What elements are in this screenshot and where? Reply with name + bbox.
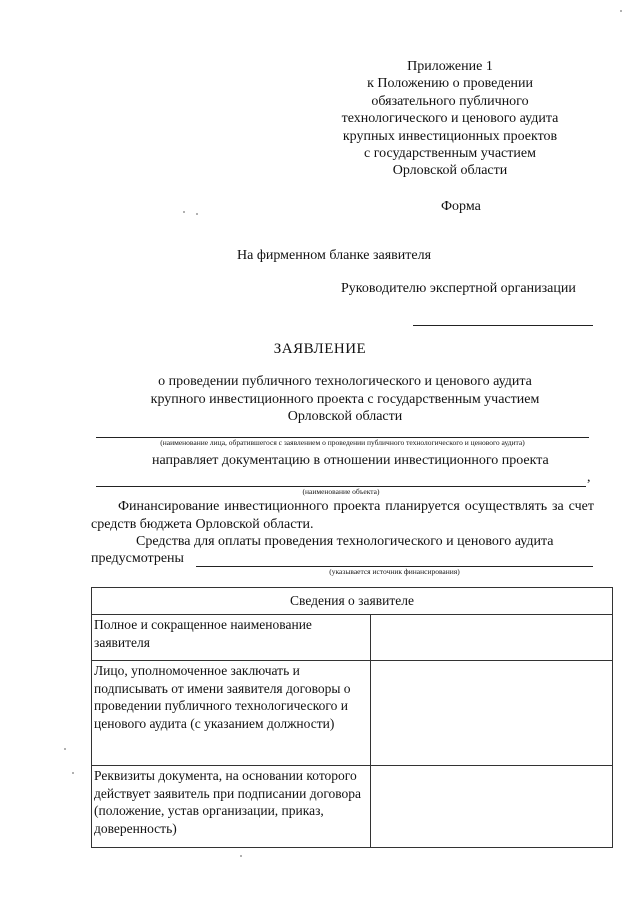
row-value xyxy=(371,766,613,848)
appendix-line: с государственным участием xyxy=(364,146,536,162)
letterhead-note: На фирменном бланке заявителя xyxy=(237,248,432,263)
row-value xyxy=(371,661,613,766)
row-label: Полное и сокращенное наименование заявителя xyxy=(92,615,371,661)
table-row xyxy=(92,615,613,661)
scan-speck xyxy=(196,213,198,215)
appendix-line: технологического и ценового аудита xyxy=(341,111,559,127)
row-label: Реквизиты документа, на основании которого действует заявитель при подписании договора (положение, устав организации, приказ, доверенность) xyxy=(92,766,371,848)
appendix-line: Приложение 1 xyxy=(407,59,493,74)
scan-speck xyxy=(240,855,242,857)
scan-speck xyxy=(72,772,74,774)
funds-text-line1: Средства для оплаты проведения технологического и ценового аудита xyxy=(136,534,554,549)
addressee: Руководителю экспертной организации xyxy=(341,281,576,296)
table-header-cell: Сведения о заявителе xyxy=(92,588,613,615)
form-label: Форма xyxy=(441,199,481,214)
subtitle-line: о проведении публичного технологического и ценового аудита xyxy=(158,374,532,389)
table-header-row xyxy=(92,588,613,615)
scan-speck xyxy=(183,211,185,213)
appendix-header xyxy=(300,58,600,180)
row-label: Лицо, уполномоченное заключать и подписывать от имени заявителя договоры о проведении публичного технологического и ценового аудита (с указанием должности) xyxy=(92,661,371,766)
object-line-comma: , xyxy=(587,470,591,485)
applicant-name-hint: (наименование лица, обратившегося с заявлением о проведении публичного технологического и ценового аудита) xyxy=(160,438,525,447)
document-title: ЗАЯВЛЕНИЕ xyxy=(273,341,367,357)
funding-source-hint: (указывается источник финансирования) xyxy=(329,567,460,576)
table-row xyxy=(92,766,613,848)
appendix-line: обязательного публичного xyxy=(371,93,529,109)
appendix-line: к Положению о проведении xyxy=(367,76,533,92)
object-name-hint: (наименование объекта) xyxy=(302,487,380,496)
scan-speck xyxy=(620,10,622,12)
funds-text-line2: предусмотрены xyxy=(91,551,184,566)
row-value xyxy=(371,615,613,661)
appendix-line: крупных инвестиционных проектов xyxy=(342,128,558,144)
subtitle-line: крупного инвестиционного проекта с государственным участием xyxy=(150,391,540,407)
document-subtitle xyxy=(90,373,600,426)
sends-docs-text: направляет документацию в отношении инвестиционного проекта xyxy=(152,453,549,468)
appendix-line: Орловской области xyxy=(392,163,508,179)
applicant-info-table xyxy=(91,587,613,848)
subtitle-line: Орловской области xyxy=(287,409,403,424)
addressee-name-line xyxy=(413,325,593,326)
table-row xyxy=(92,661,613,766)
financing-paragraph: Финансирование инвестиционного проекта планируется осуществлять за счет средств бюджета Орловской области. xyxy=(91,499,594,532)
scan-speck xyxy=(64,748,66,750)
